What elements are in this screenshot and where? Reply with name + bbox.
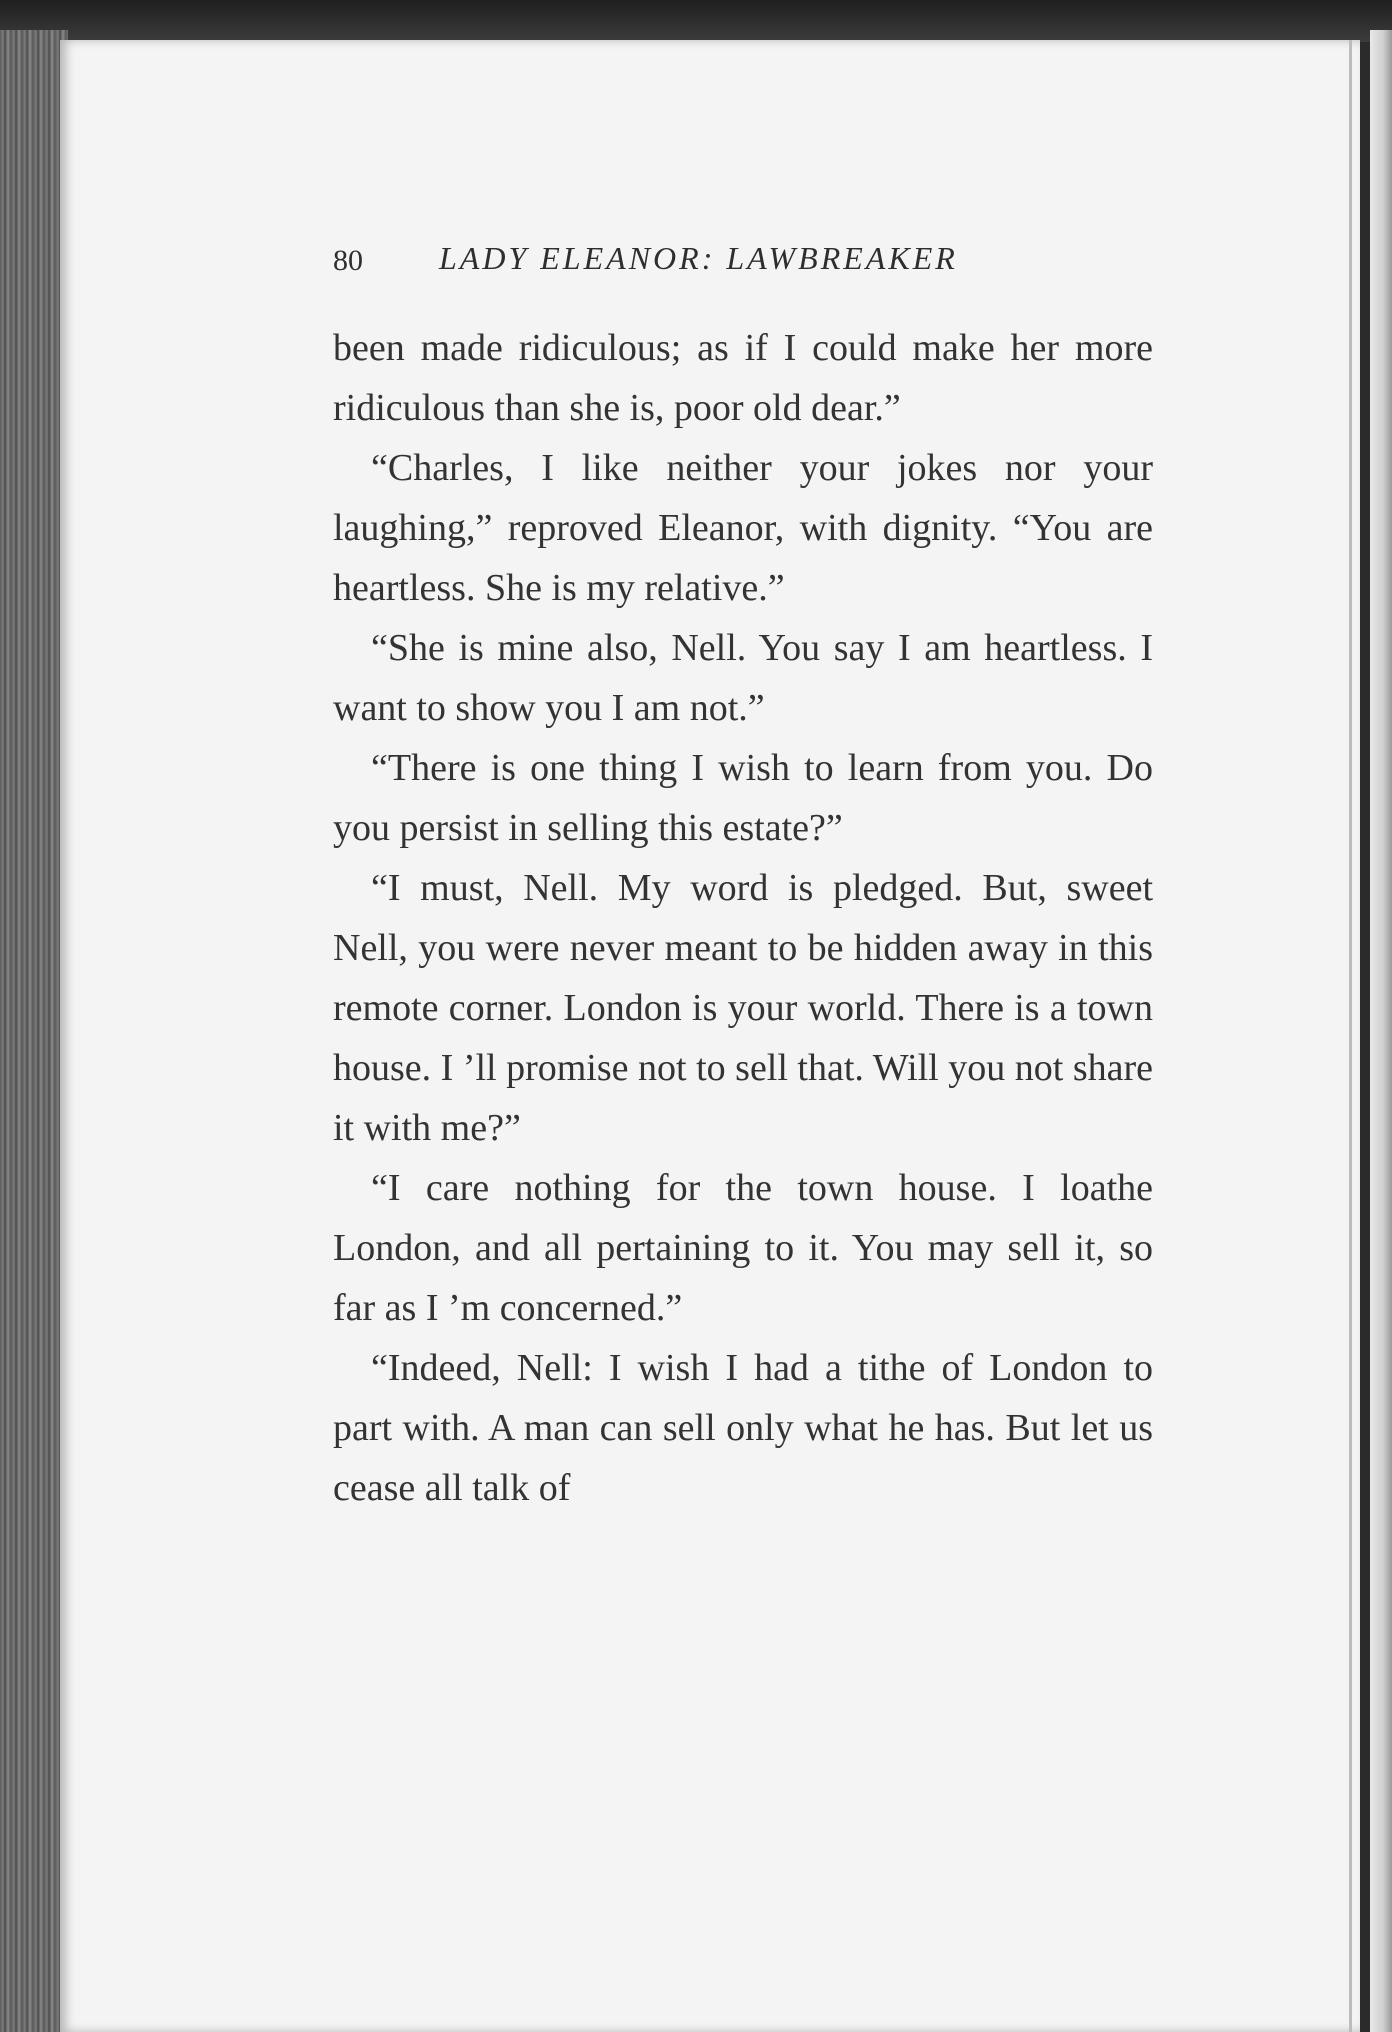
paragraph: been made ridiculous; as if I could make her more ridiculous than she is, poor old dear.” bbox=[333, 327, 1153, 429]
paragraph: “She is mine also, Nell. You say I am heartless. I want to show you I am not.” bbox=[333, 627, 1153, 729]
paragraph: “There is one thing I wish to learn from you. Do you persist in selling this estate?” bbox=[333, 747, 1153, 849]
paragraph: “I care nothing for the town house. I loathe London, and all pertaining to it. You may sell it, so far as I ’m concerned.” bbox=[333, 1167, 1153, 1329]
book-spine-edge bbox=[0, 30, 68, 2032]
scan-top-edge bbox=[0, 0, 1392, 42]
page-header bbox=[333, 240, 1153, 286]
page-right-edge bbox=[1370, 30, 1392, 2032]
paragraph: “I must, Nell. My word is pledged. But, sweet Nell, you were never meant to be hidden away in this remote corner. London is your world. There is a town house. I ’ll promise not to sell that. Will you not share it with me?” bbox=[333, 867, 1153, 1149]
paragraph: “Charles, I like neither your jokes nor your laughing,” reproved Eleanor, with dignity. “You are heartless. She is my relative.” bbox=[333, 447, 1153, 609]
page-fold-line bbox=[1349, 40, 1352, 2032]
paragraph: “Indeed, Nell: I wish I had a tithe of London to part with. A man can sell only what he has. But let us cease all talk of bbox=[333, 1347, 1153, 1509]
running-head: LADY ELEANOR: LAWBREAKER bbox=[439, 240, 958, 276]
page-number: 80 bbox=[333, 244, 363, 277]
body-text bbox=[333, 318, 1153, 1518]
